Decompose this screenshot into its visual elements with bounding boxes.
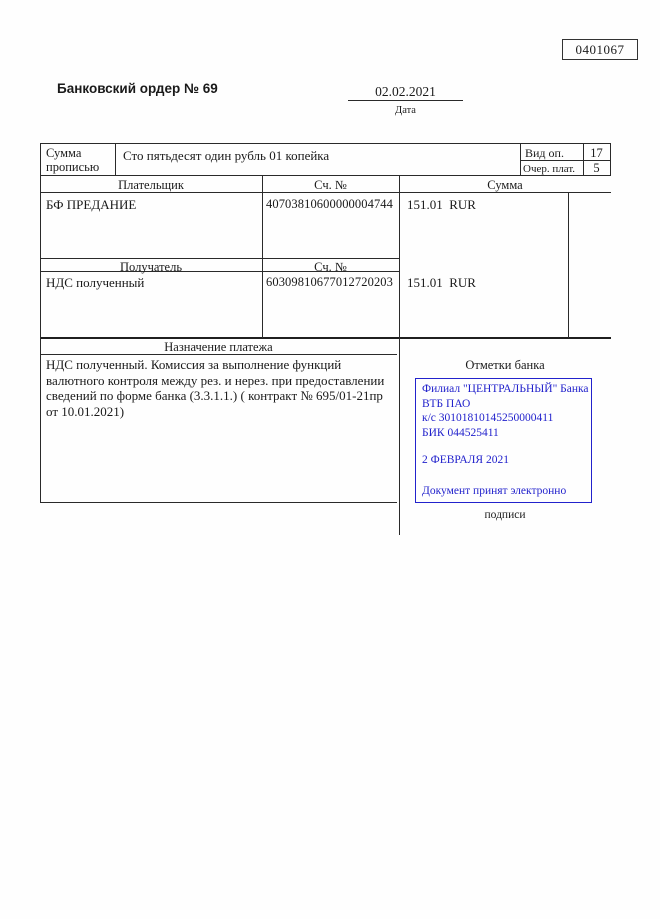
purpose-section-top-border xyxy=(40,337,611,339)
op-kind-box-right-border xyxy=(610,143,611,176)
form-code-box xyxy=(562,39,638,60)
name-account-divider xyxy=(262,175,263,338)
payee-account-number: 60309810677012720203 xyxy=(266,275,393,289)
stamp-bik: БИК 044525411 xyxy=(422,426,499,439)
form-code: 0401067 xyxy=(575,41,625,57)
amount-cell-right-divider xyxy=(568,192,569,338)
payer-header: Плательщик xyxy=(118,178,184,192)
payment-priority-label: Очер. плат. xyxy=(523,163,576,175)
payee-name: НДС полученный xyxy=(46,275,145,290)
signatures-label: подписи xyxy=(484,509,526,521)
payer-account-header: Сч. № xyxy=(314,178,347,192)
account-amount-divider xyxy=(399,175,400,535)
purpose-header: Назначение платежа xyxy=(164,340,273,354)
amount-column-header: Сумма xyxy=(487,178,523,192)
stamp-bank-name-line1: Филиал "ЦЕНТРАЛЬНЫЙ" Банка xyxy=(422,383,589,395)
bank-marks-header: Отметки банка xyxy=(465,358,545,372)
table-left-border xyxy=(40,143,41,503)
stamp-date: 2 ФЕВРАЛЯ 2021 xyxy=(422,454,509,466)
payer-name: БФ ПРЕДАНИЕ xyxy=(46,197,137,212)
purpose-cell-bottom-border xyxy=(40,502,397,503)
payee-account-header: Сч. № xyxy=(314,260,347,274)
amount-in-words-label-line2: прописью xyxy=(46,160,100,174)
payee-amount: 151.01 RUR xyxy=(407,275,476,290)
payee-header-top-border xyxy=(40,258,400,259)
stamp-corr-account: к/с 30101810145250000411 xyxy=(422,412,554,424)
op-kind-box-left-border xyxy=(520,143,521,176)
date-label: Дата xyxy=(395,105,416,116)
purpose-text: НДС полученный. Комиссия за выполнение функций валютного контроля между рез. и нерез. при предоставлении сведений по форме банка (3.3.1.1.) ( контракт № 695/01-21пр от 10.01.2021) xyxy=(46,357,385,419)
stamp-status: Документ принят электронно xyxy=(422,484,567,497)
document-date: 02.02.2021 xyxy=(375,84,436,99)
date-underline xyxy=(348,100,463,101)
amount-label-divider xyxy=(115,143,116,176)
payee-header: Получатель xyxy=(119,260,183,274)
table-top-border xyxy=(40,143,611,144)
op-kind-label: Вид оп. xyxy=(525,146,564,160)
payer-account-number: 40703810600000004744 xyxy=(266,197,393,211)
stamp-bank-name-line2: ВТБ ПАО xyxy=(422,397,471,410)
amount-in-words-label-line1: Сумма xyxy=(46,146,82,160)
op-kind-value: 17 xyxy=(590,146,603,160)
payer-amount: 151.01 RUR xyxy=(407,197,476,212)
document-title: Банковский ордер № 69 xyxy=(57,81,218,96)
bank-stamp xyxy=(415,378,592,503)
payment-priority-value: 5 xyxy=(593,161,600,175)
amount-in-words-value: Сто пятьдесят один рубль 01 копейка xyxy=(123,148,330,163)
